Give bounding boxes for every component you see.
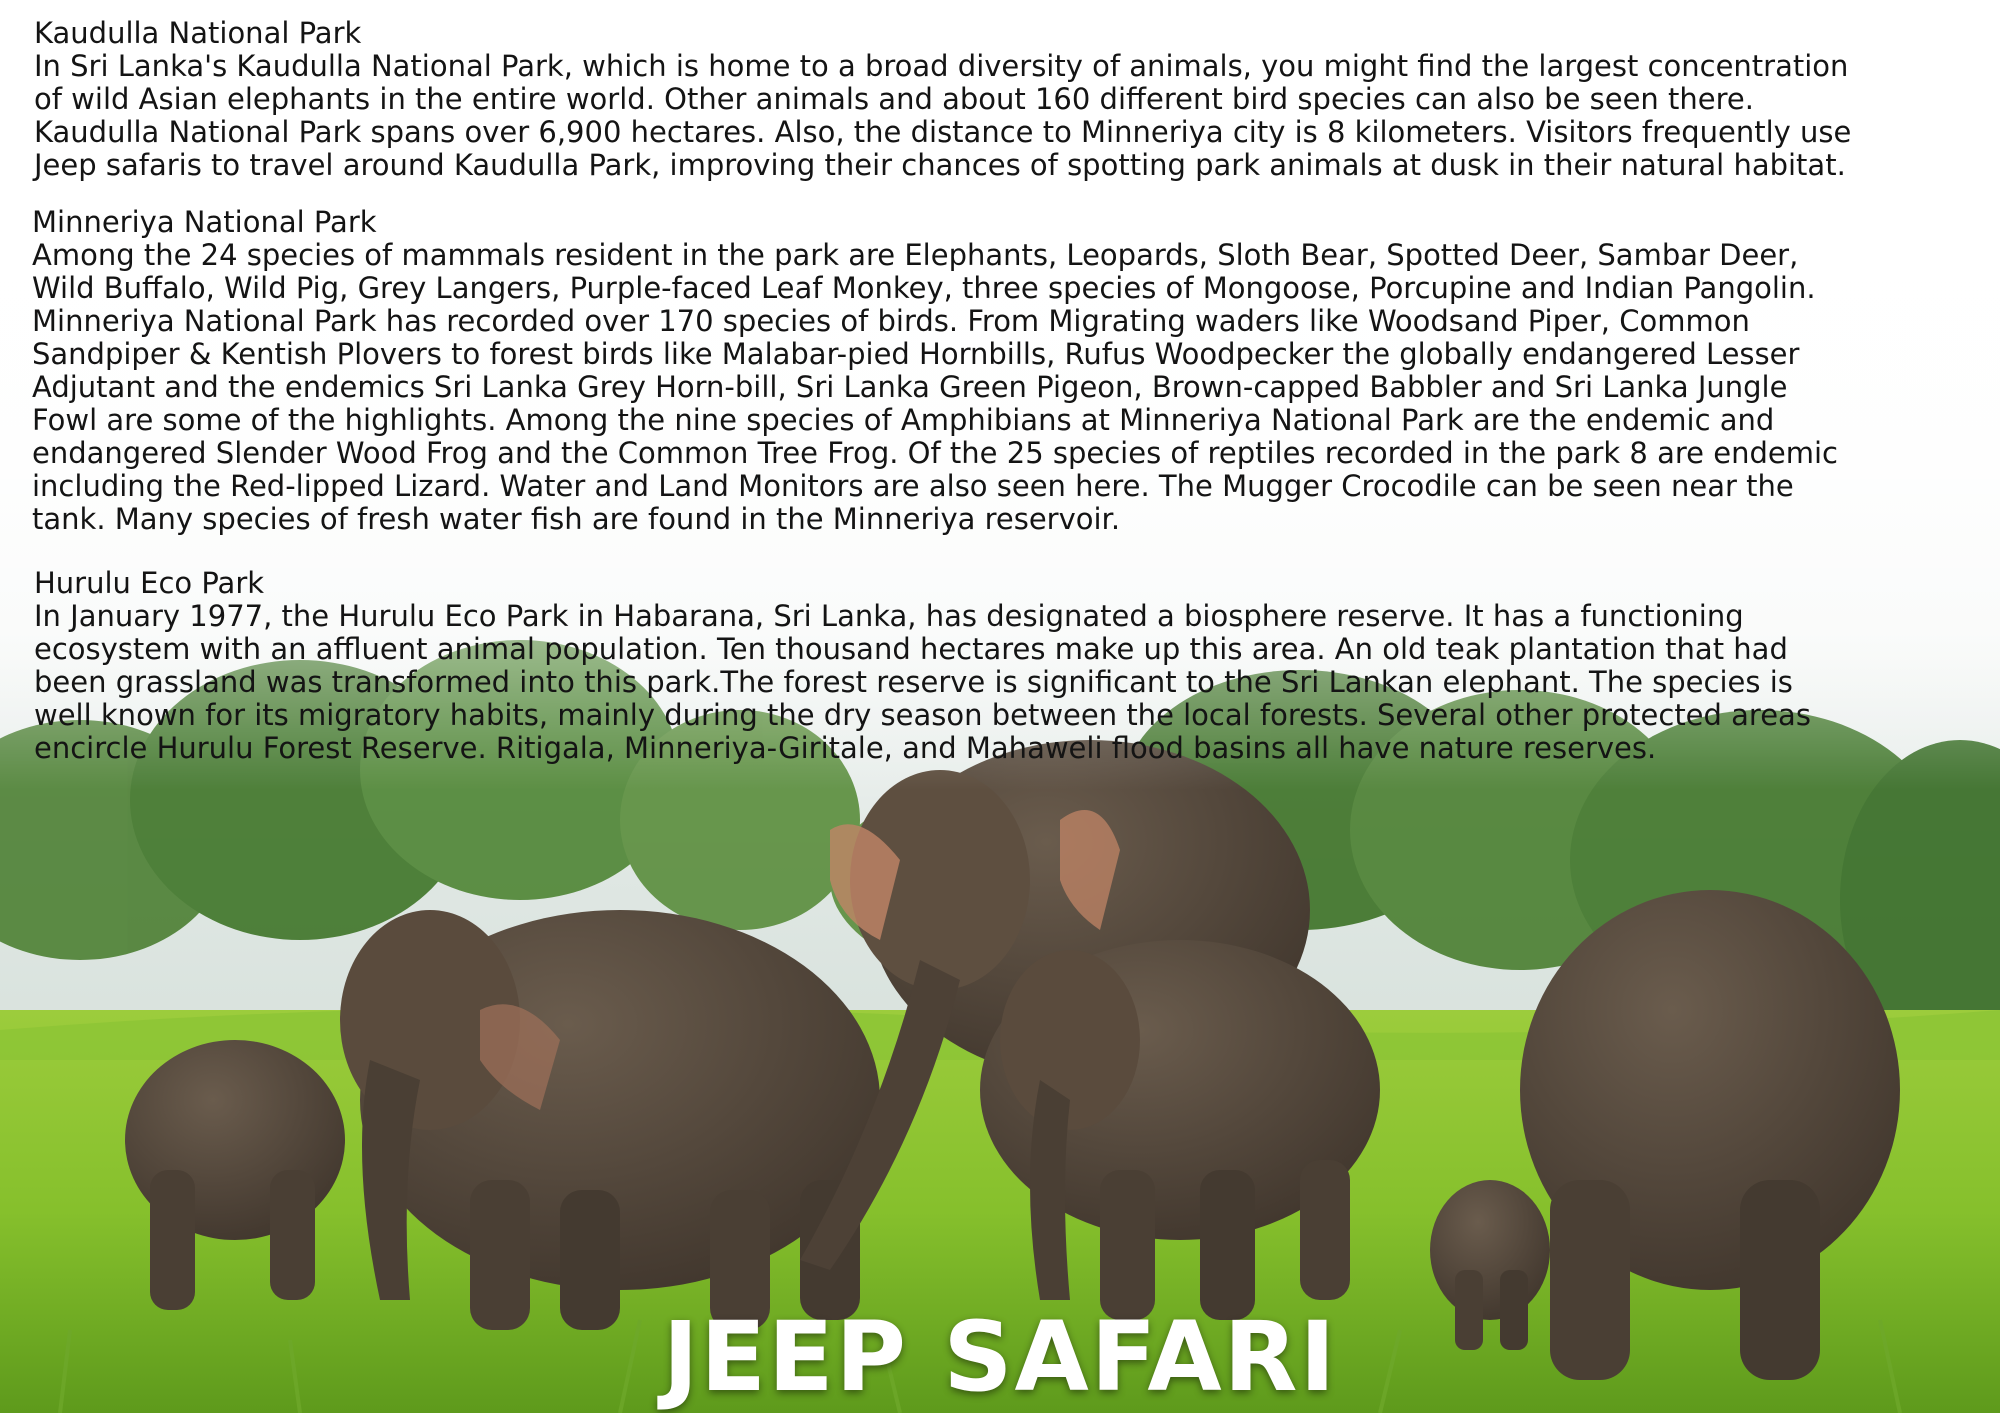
kaudulla-body: In Sri Lanka's Kaudulla National Park, which is home to a broad diversity of animals, you might find the largest concentration of wild Asian elephants in the entire world. Other animals and about 160 different bird species can also be seen there. Kaudulla National Park spans over 6,900 hectares. Also, the distance to Minneriya city is 8 kilometers. Visitors frequently use Jeep safaris to travel around Kaudulla Park, improving their chances of spotting park animals at dusk in their natural habitat. bbox=[34, 49, 1852, 182]
kaudulla-section bbox=[34, 17, 1994, 182]
hurulu-title: Hurulu Eco Park bbox=[34, 566, 265, 600]
kaudulla-title: Kaudulla National Park bbox=[34, 16, 362, 50]
jeep-safari-banner: JEEP SAFARI bbox=[662, 1301, 1338, 1413]
hurulu-body: In January 1977, the Hurulu Eco Park in Habarana, Sri Lanka, has designated a biosphere reserve. It has a functioning ecosystem with an affluent animal population. Ten thousand hectares make up this area. An old teak plantation that had been grassland was transformed into this park.The forest reserve is significant to the Sri Lankan elephant. The species is well known for its migratory habits, mainly during the dry season between the local forests. Several other protected areas encircle Hurulu Forest Reserve. Ritigala, Minneriya-Giritale, and Mahaweli flood basins all have nature reserves. bbox=[34, 599, 1811, 765]
hurulu-section bbox=[34, 567, 1994, 765]
minneriya-body: Among the 24 species of mammals resident in the park are Elephants, Leopards, Sloth Bear, Spotted Deer, Sambar Deer, Wild Buffalo, Wild Pig, Grey Langers, Purple-faced Leaf Monkey, three species of Mongoose, Porcupine and Indian Pangolin. Minneriya National Park has recorded over 170 species of birds. From Migrating waders like Woodsand Piper, Common Sandpiper & Kentish Plovers to forest birds like Malabar-pied Hornbills, Rufus Woodpecker the globally endangered Lesser Adjutant and the endemics Sri Lanka Grey Horn-bill, Sri Lanka Green Pigeon, Brown-capped Babbler and Sri Lanka Jungle Fowl are some of the highlights. Among the nine species of Amphibians at Minneriya National Park are the endemic and endangered Slender Wood Frog and the Common Tree Frog. Of the 25 species of reptiles recorded in the park 8 are endemic including the Red-lipped Lizard. Water and Land Monitors are also seen here. The Mugger Crocodile can be seen near the tank. Many species of fresh water fish are found in the Minneriya reservoir. bbox=[32, 238, 1838, 536]
minneriya-section bbox=[32, 206, 1992, 536]
minneriya-title: Minneriya National Park bbox=[32, 205, 377, 239]
